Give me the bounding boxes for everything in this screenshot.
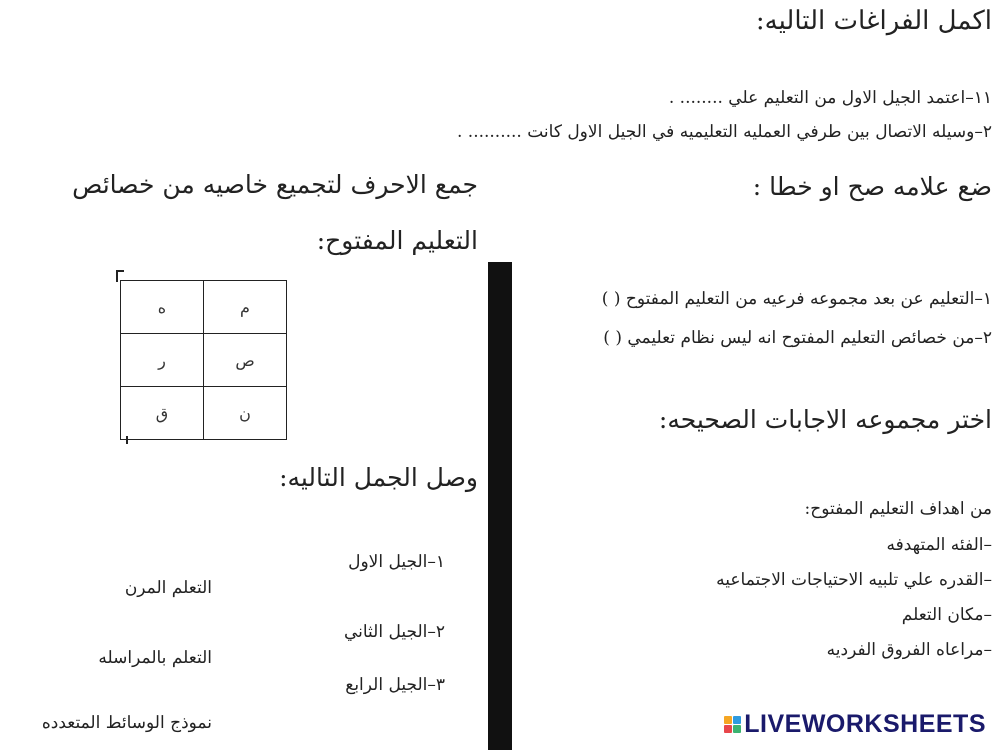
grid-cell[interactable]: ن — [204, 387, 287, 440]
liveworksheets-logo — [724, 710, 986, 739]
multiple-choice-option: –الفئه المتهدفه — [886, 535, 992, 555]
grid-row — [121, 387, 287, 440]
grid-cell[interactable]: ص — [204, 334, 287, 387]
matching-right-item[interactable]: التعلم بالمراسله — [98, 648, 212, 668]
grid-mark — [116, 270, 124, 272]
grid-cell[interactable]: ر — [121, 334, 204, 387]
multiple-choice-stem: من اهداف التعليم المفتوح: — [804, 499, 992, 519]
true-false-title: ضع علامه صح او خطا : — [752, 172, 992, 201]
fill-blank-question-1: ١١–اعتمد الجيل الاول من التعليم علي ........ . — [668, 88, 992, 108]
grid-cell[interactable]: ه — [121, 281, 204, 334]
true-false-question-2: ٢–من خصائص التعليم المفتوح انه ليس نظام تعليمي ( ) — [603, 328, 992, 348]
multiple-choice-title: اختر مجموعه الاجابات الصحيحه: — [658, 405, 992, 434]
multiple-choice-option: –مراعاه الفروق الفرديه — [826, 640, 992, 660]
letters-grid — [120, 280, 287, 440]
matching-left-item[interactable]: ٣–الجيل الرابع — [345, 675, 445, 695]
true-false-question-1: ١–التعليم عن بعد مجموعه فرعيه من التعليم المفتوح ( ) — [601, 289, 992, 309]
grid-cell[interactable]: ق — [121, 387, 204, 440]
liveworksheets-logo-icon — [724, 716, 741, 733]
grid-cell[interactable]: م — [204, 281, 287, 334]
matching-right-item[interactable]: نموذج الوسائط المتعدده — [41, 713, 212, 733]
multiple-choice-option: –القدره علي تلبيه الاحتياجات الاجتماعيه — [716, 570, 992, 590]
fill-blank-question-2: ٢–وسيله الاتصال بين طرفي العمليه التعليميه في الجيل الاول كانت .......... . — [456, 122, 992, 142]
matching-left-item[interactable]: ١–الجيل الاول — [348, 552, 445, 572]
liveworksheets-logo-text: LIVEWORKSHEETS — [744, 710, 986, 738]
multiple-choice-option: –مكان التعلم — [901, 605, 992, 625]
matching-right-item[interactable]: التعلم المرن — [124, 578, 212, 598]
letters-title-line-2: التعليم المفتوح: — [316, 226, 478, 255]
letters-title-line-1: جمع الاحرف لتجميع خاصيه من خصائص — [72, 170, 478, 199]
grid-row — [121, 281, 287, 334]
grid-row — [121, 334, 287, 387]
matching-title: وصل الجمل التاليه: — [279, 463, 478, 492]
matching-left-item[interactable]: ٢–الجيل الثاني — [343, 622, 445, 642]
grid-mark — [126, 436, 128, 444]
fill-blanks-title: اكمل الفراغات التاليه: — [755, 6, 992, 36]
column-divider — [488, 262, 512, 750]
